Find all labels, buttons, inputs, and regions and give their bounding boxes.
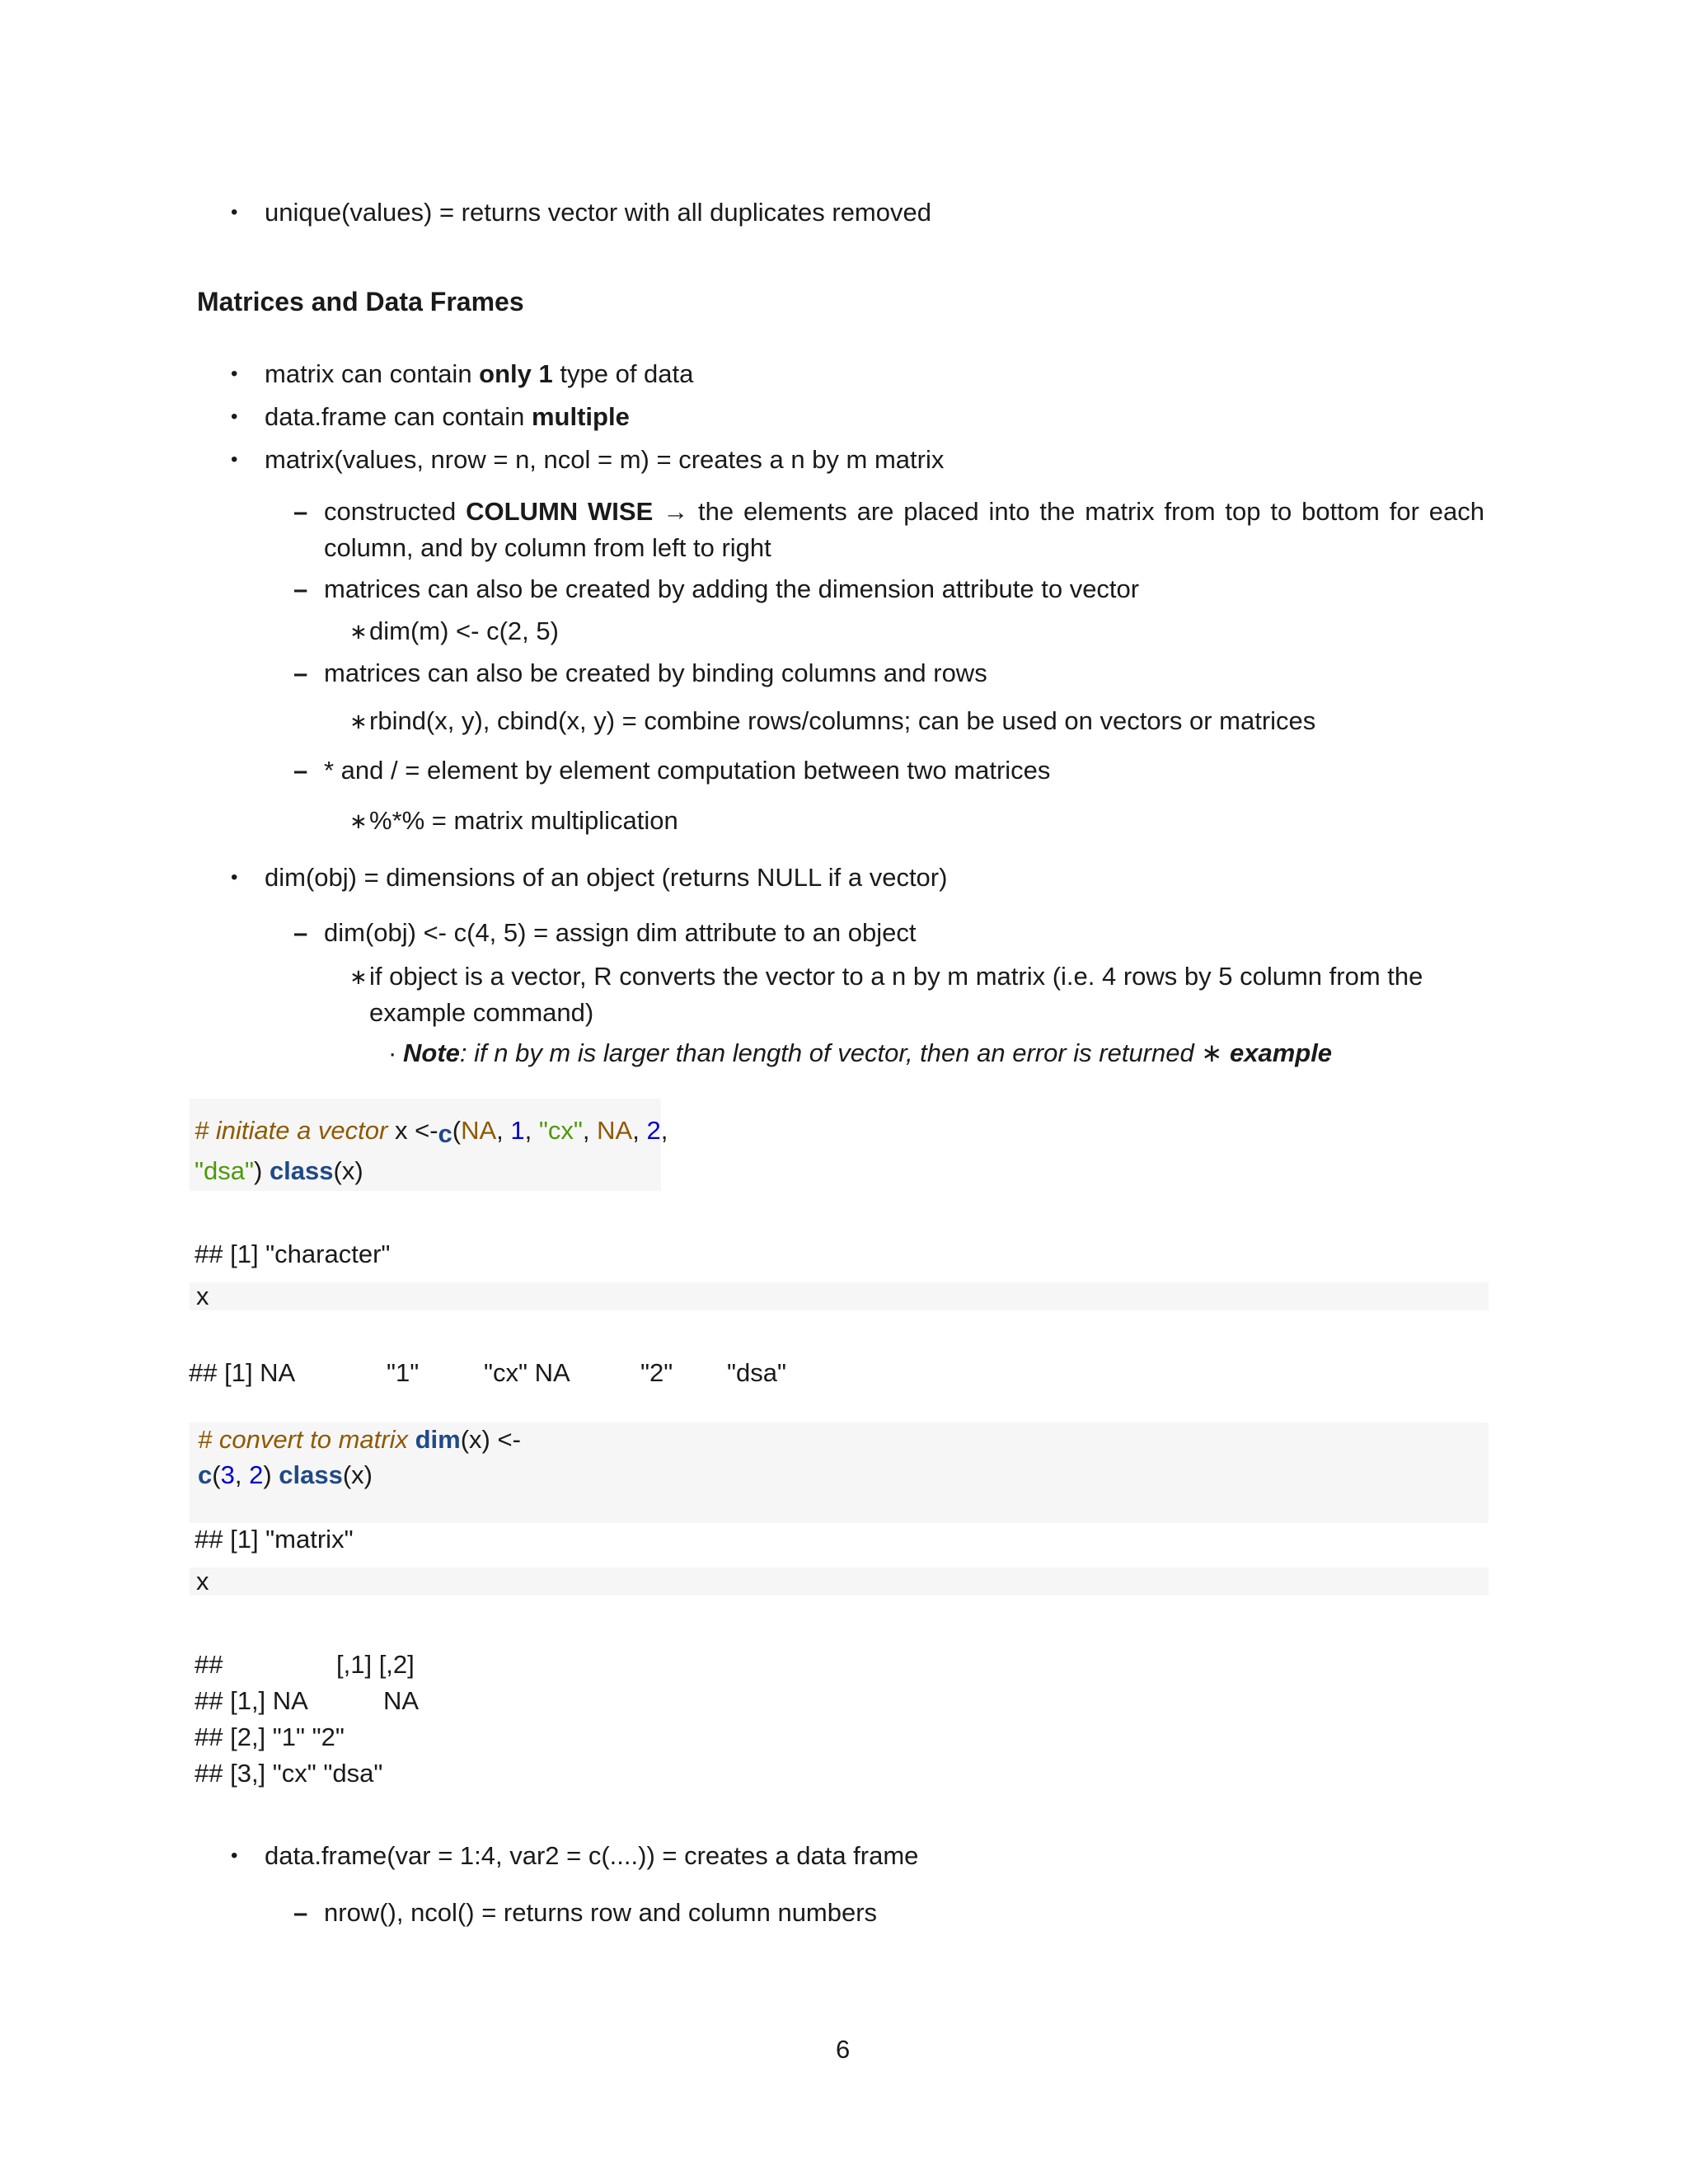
dash-glyph: – — [293, 574, 308, 603]
code-line — [195, 1114, 668, 1147]
text-run: : if n by m is larger than length of vector, then an error is returned — [459, 1038, 1202, 1067]
text-run: constructed — [324, 497, 467, 526]
list-item-note — [403, 1037, 1332, 1070]
code-constant: NA — [461, 1116, 497, 1145]
text-run: data.frame can contain — [265, 402, 532, 431]
list-item-dim-attribute: matrices can also be created by adding the dimension attribute to vector — [324, 574, 1140, 603]
list-item-dataframe-type — [265, 401, 630, 434]
code-number: 1 — [510, 1116, 525, 1145]
dash-glyph: – — [293, 497, 308, 526]
star-glyph: ∗ — [349, 619, 368, 644]
bold-text: COLUMN WISE — [466, 497, 654, 526]
code-output: ## [1] NA — [189, 1358, 296, 1387]
code-line — [198, 1423, 521, 1456]
dash-glyph: – — [293, 1898, 308, 1927]
code-output: [,1] [,2] — [336, 1650, 415, 1679]
code-text — [408, 1425, 415, 1454]
list-item-nrow-ncol: nrow(), ncol() = returns row and column numbers — [324, 1898, 878, 1927]
code-text: , — [660, 1116, 668, 1145]
list-item-rbind: rbind(x, y), cbind(x, y) = combine rows/columns; can be used on vectors or matrices — [369, 706, 1316, 735]
code-text: , — [582, 1116, 598, 1145]
code-constant: NA — [597, 1116, 633, 1145]
text-run: type of data — [552, 359, 694, 388]
list-item-dataframe-create: data.frame(var = 1:4, var2 = c(....)) = creates a data frame — [265, 1841, 919, 1870]
page-number: 6 — [836, 2035, 851, 2064]
code-text: , — [524, 1116, 539, 1145]
star-glyph: ∗ — [349, 964, 368, 989]
code-block — [190, 1282, 1489, 1310]
code-line: x — [196, 1282, 209, 1310]
dot-glyph: · — [388, 1038, 397, 1067]
code-string: "dsa" — [195, 1156, 254, 1185]
code-number: 2 — [646, 1116, 661, 1145]
text-run: if object is a vector, R converts the vector to a n by m matrix (i.e. 4 rows by 5 column from the example command) — [369, 962, 1423, 1027]
code-comment: # convert to matrix — [198, 1425, 408, 1454]
bullet-glyph: • — [231, 1844, 238, 1867]
section-heading: Matrices and Data Frames — [197, 287, 524, 316]
list-item-elementwise: * and / = element by element computation between two matrices — [324, 756, 1051, 785]
code-output: ## [1] "character" — [195, 1240, 391, 1268]
list-item-matrix-type — [265, 358, 693, 391]
code-text: ( — [452, 1116, 462, 1145]
code-text: ) — [254, 1156, 270, 1185]
code-string: "cx" — [538, 1116, 583, 1145]
code-text: ) — [263, 1460, 279, 1489]
text-run: → the elements are placed into the matrix from top to bottom for each column, and by column from left to right — [324, 497, 1484, 562]
code-keyword: c — [438, 1119, 452, 1148]
code-number: 3 — [220, 1460, 235, 1489]
code-output: "2" — [640, 1358, 673, 1387]
bold-text: multiple — [531, 402, 630, 431]
bullet-glyph: • — [231, 866, 238, 888]
list-item-dim-convert — [369, 958, 1487, 1031]
code-text: ( — [212, 1460, 221, 1489]
list-item-dim-example: dim(m) <- c(2, 5) — [369, 616, 559, 645]
code-line: x — [196, 1567, 209, 1596]
bullet-glyph: • — [231, 448, 238, 471]
list-item-dim-obj: dim(obj) = dimensions of an object (returns NULL if a vector) — [265, 863, 948, 892]
bullet-glyph: • — [231, 405, 238, 428]
code-comment: # initiate a vector — [195, 1116, 388, 1145]
code-output: "dsa" — [727, 1358, 786, 1387]
list-item-binding: matrices can also be created by binding columns and rows — [324, 658, 987, 687]
code-text: (x) — [333, 1156, 363, 1185]
code-line — [198, 1459, 373, 1492]
code-output: NA — [383, 1686, 420, 1715]
list-item-matrix-function: matrix(values, nrow = n, ncol = m) = creates a n by m matrix — [265, 445, 945, 474]
dash-glyph: – — [293, 756, 308, 785]
bold-text: example — [1229, 1038, 1333, 1067]
code-text: (x) — [342, 1460, 373, 1489]
bold-text: only 1 — [479, 359, 553, 388]
list-item-dim-assign: dim(obj) <- c(4, 5) = assign dim attribute to an object — [324, 918, 917, 947]
code-output: "1" — [387, 1358, 420, 1387]
code-output: ## [1] "matrix" — [195, 1525, 354, 1554]
bold-text: Note — [403, 1038, 460, 1067]
code-output: ## — [195, 1650, 223, 1679]
code-output: ## [3,] "cx" "dsa" — [195, 1759, 383, 1788]
code-keyword: c — [198, 1460, 213, 1489]
text-run: matrix can contain — [265, 359, 480, 388]
list-item-unique: unique(values) = returns vector with all duplicates removed — [265, 198, 931, 227]
star-glyph: ∗ — [349, 808, 368, 833]
code-output: ## [1,] NA — [195, 1686, 308, 1715]
bullet-glyph: • — [231, 201, 238, 223]
code-block — [190, 1568, 1489, 1596]
code-function: class — [279, 1460, 343, 1489]
dash-glyph: – — [293, 918, 308, 947]
list-item-matmult: %*% = matrix multiplication — [369, 806, 678, 835]
code-function: dim — [415, 1425, 461, 1454]
star-glyph: ∗ — [1201, 1038, 1223, 1067]
bullet-glyph: • — [231, 363, 238, 385]
list-item-column-wise — [324, 494, 1484, 566]
code-output: "cx" NA — [484, 1358, 570, 1387]
code-text: x <- — [387, 1116, 438, 1145]
code-text: (x) <- — [460, 1425, 521, 1454]
code-output: ## [2,] "1" "2" — [195, 1722, 345, 1751]
star-glyph: ∗ — [349, 709, 368, 733]
code-line — [195, 1155, 363, 1188]
code-number: 2 — [249, 1460, 264, 1489]
dash-glyph: – — [293, 658, 308, 687]
code-text: , — [632, 1116, 647, 1145]
code-text: , — [496, 1116, 511, 1145]
code-function: class — [269, 1156, 334, 1185]
code-text: , — [234, 1460, 250, 1489]
